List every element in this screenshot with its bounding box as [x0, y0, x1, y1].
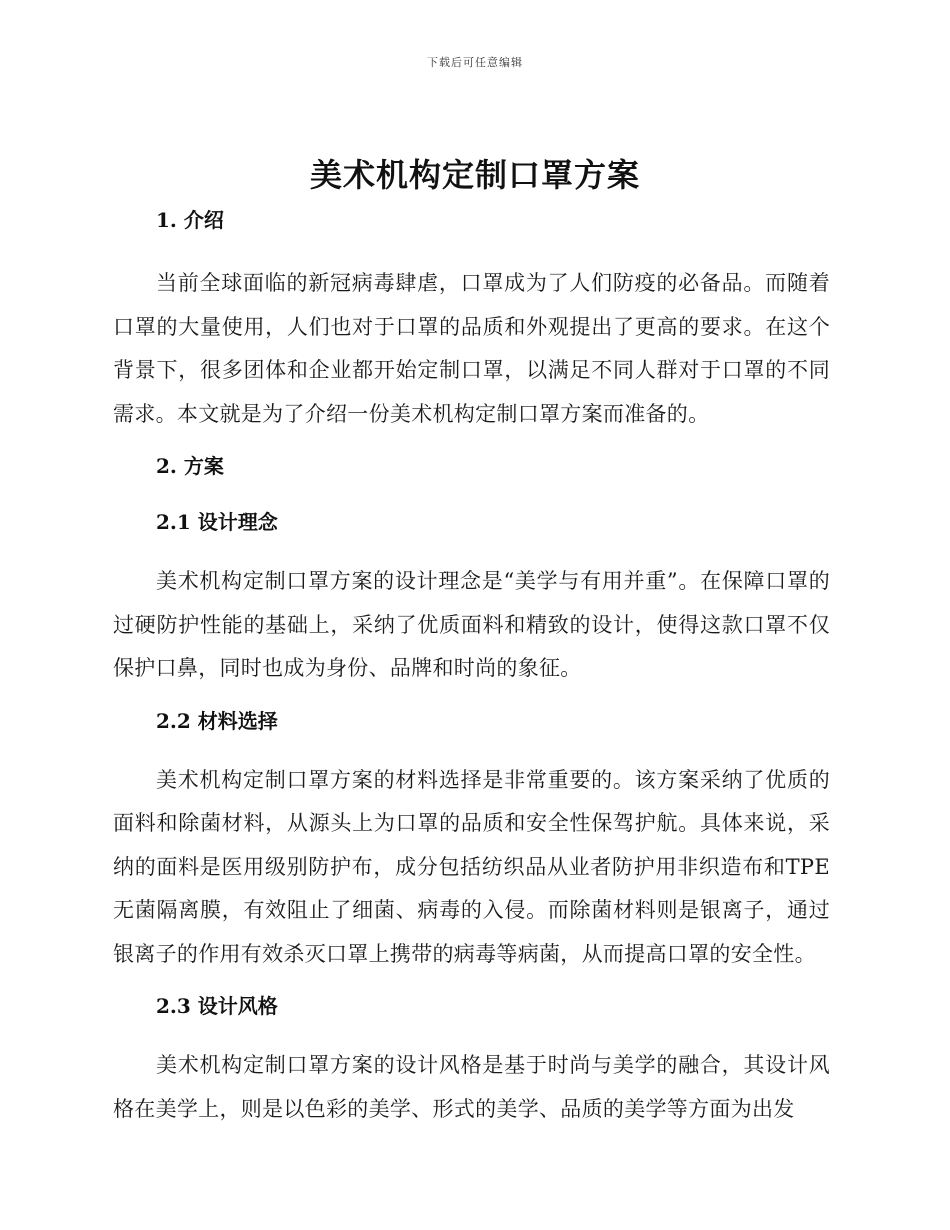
section-text-design-concept: 美术机构定制口罩方案的设计理念是“美学与有用并重”。在保障口罩的过硬防护性能的基础上，采纳了优质面料和精致的设计，使得这款口罩不仅保护口鼻，同时也成为身份、品牌和时尚的象征。	[113, 569, 830, 680]
section-heading-materials: 2.2 材料选择	[156, 708, 278, 733]
section-text-style: 美术机构定制口罩方案的设计风格是基于时尚与美学的融合，其设计风格在美学上，则是以色彩的美学、形式的美学、品质的美学等方面为出发	[113, 1053, 830, 1121]
section-heading-style: 2.3 设计风格	[156, 994, 278, 1018]
header-note: 下载后可任意编辑	[427, 56, 523, 69]
document-body	[113, 202, 830, 1143]
document-title: 美术机构定制口罩方案	[309, 156, 640, 194]
section-text-intro: 当前全球面临的新冠病毒肆虐，口罩成为了人们防疫的必备品。而随着口罩的大量使用，人们也对于口罩的品质和外观提出了更高的要求。在这个背景下，很多团体和企业都开始定制口罩，以满足不同人群对于口罩的不同需求。本文就是为了介绍一份美术机构定制口罩方案而准备的。	[113, 271, 830, 426]
section-heading-intro: 1. 介绍	[156, 208, 224, 232]
section-text-materials: 美术机构定制口罩方案的材料选择是非常重要的。该方案采纳了优质的面料和除菌材料，从源头上为口罩的品质和安全性保驾护航。具体来说，采纳的面料是医用级别防护布，成分包括纺织品从业者防护用非织造布和TPE无菌隔离膜，有效阻止了细菌、病毒的入侵。而除菌材料则是银离子，通过银离子的作用有效杀灭口罩上携带的病毒等病菌，从而提高口罩的安全性。	[113, 767, 830, 966]
section-heading-plan: 2. 方案	[156, 454, 224, 478]
section-heading-design-concept: 2.1 设计理念	[156, 510, 278, 534]
